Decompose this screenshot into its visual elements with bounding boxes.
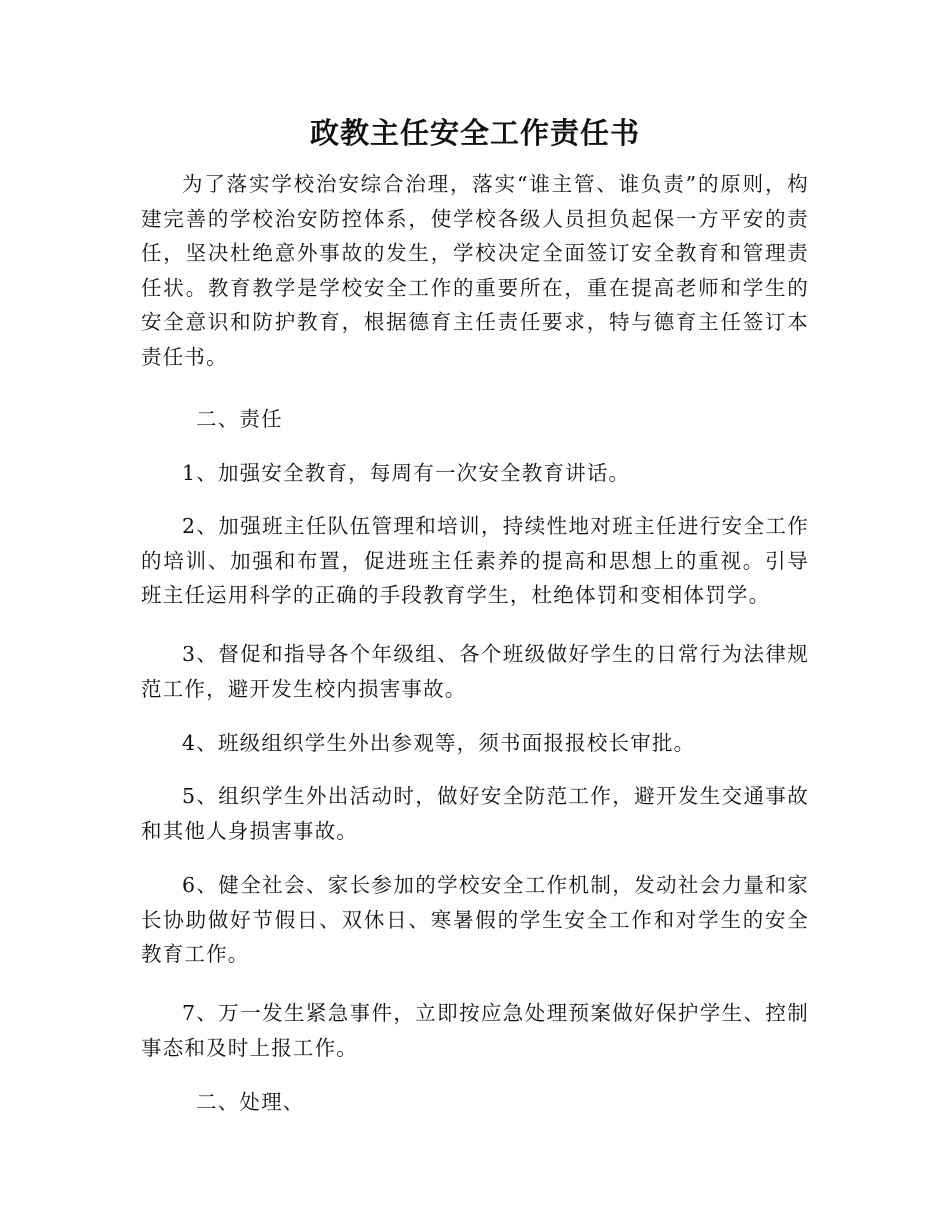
section-heading-handling: 二、处理、 (196, 1090, 305, 1114)
list-item-2: 2、加强班主任队伍管理和培训，持续性地对班主任进行安全工作的培训、加强和布置，促进班主任素养的提高和思想上的重视。引导班主任运用科学的正确的手段教育学生，杜绝体罚和变相体罚学。 (141, 514, 809, 608)
list-item-3: 3、督促和指导各个年级组、各个班级做好学生的日常行为法律规范工作，避开发生校内损害事故。 (141, 642, 809, 701)
intro-paragraph: 为了落实学校治安综合治理，落实“谁主管、谁负责”的原则，构建完善的学校治安防控体系，使学校各级人员担负起保一方平安的责任，坚决杜绝意外事故的发生，学校决定全面签订安全教育和管理责任状。教育教学是学校安全工作的重要所在，重在提高老师和学生的安全意识和防护教育，根据德育主任责任要求，特与德育主任签订本责任书。 (141, 172, 809, 369)
section-heading-responsibility: 二、责任 (196, 407, 283, 431)
document-title: 政教主任安全工作责任书 (309, 116, 640, 150)
list-item-7: 7、万一发生紧急事件，立即按应急处理预案做好保护学生、控制事态和及时上报工作。 (141, 1001, 809, 1060)
list-item-4: 4、班级组织学生外出参观等，须书面报报校长审批。 (182, 731, 696, 755)
list-item-6: 6、健全社会、家长参加的学校安全工作机制，发动社会力量和家长协助做好节假日、双休日、寒暑假的学生安全工作和对学生的安全教育工作。 (141, 873, 809, 967)
list-item-1: 1、加强安全教育，每周有一次安全教育讲话。 (182, 461, 631, 485)
list-item-5: 5、组织学生外出活动时，做好安全防范工作，避开发生交通事故和其他人身损害事故。 (141, 784, 809, 843)
